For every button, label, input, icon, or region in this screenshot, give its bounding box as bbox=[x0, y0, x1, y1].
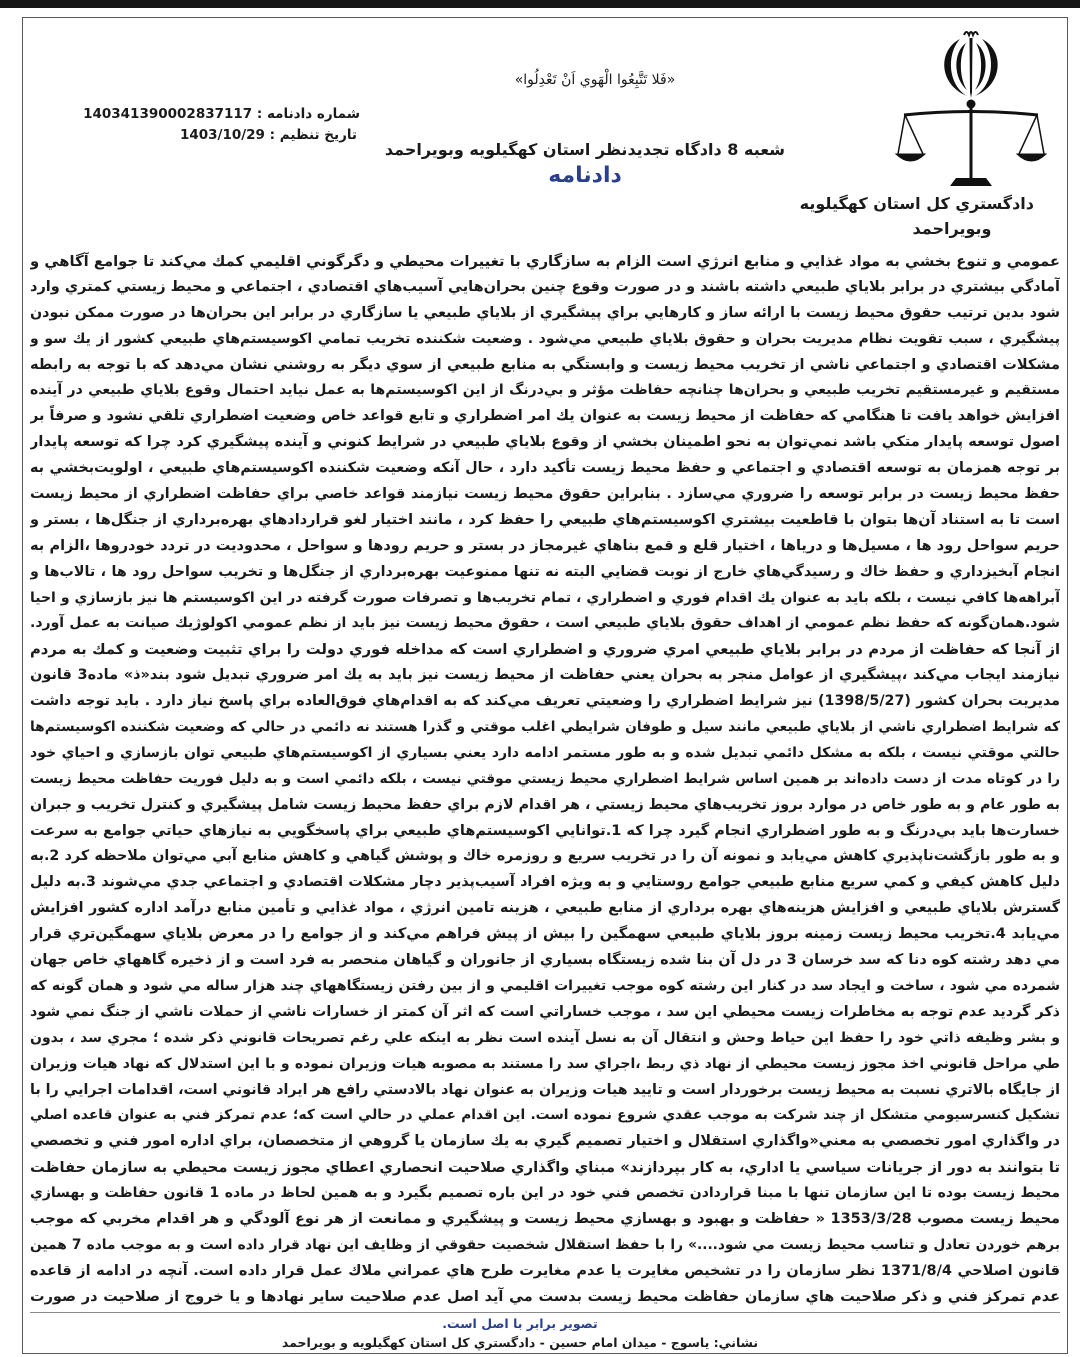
issue-date-label: تاريخ تنظيم : bbox=[269, 127, 357, 143]
body-line: عدم تمركز فني و ذكر صلاحيت هاي سازمان حفاظت محيط زيست بدست مي آيد اصل عدم صلاحيت ساير نهادها و يا خروج از صلاحيت در صورت bbox=[30, 1288, 1060, 1305]
top-bar bbox=[0, 0, 1080, 8]
issue-date: 1403/10/29 bbox=[179, 127, 265, 143]
body-line: پيشگيري ، سبب تقويت نظام مديريت بحران و حقوق بلاياي طبيعي مي‌شود . وضعيت شكننده تخريب تمامي اكوسيستم‌هاي طبيعي كشور از يك سو و bbox=[30, 330, 1060, 347]
document-title: دادنامه bbox=[548, 163, 622, 188]
court-system-name-line2: وبويراحمد bbox=[912, 219, 992, 238]
body-line: ذكر گرديد عدم توجه به مخاطرات زيست محيطي اين سد ، موجب خساراتي است كه اثر آن كمتر از خسارات ناشي از حملات ناشي از جنگ نمي شود bbox=[30, 1003, 1060, 1020]
iran-emblem-icon bbox=[944, 32, 997, 98]
verdict-body bbox=[30, 249, 1060, 1311]
body-line: عمومي و تنوع بخشي به مواد غذايي و منابع انرژي است الزام به سازگاري با تغييرات محيطي و دگرگوني اقليمي كمك مي‌كند تا جوامع آگاهي و bbox=[30, 253, 1060, 270]
verdict-number-row bbox=[83, 106, 360, 122]
body-line: طي مراحل قانوني اخذ مجوز زيست محيطي از نهاد ذي ربط ،اجراي سد را مستند به مصوبه هيات وزيران نموده و با اين استدلال كه نهاد هيات وزيران bbox=[30, 1055, 1060, 1072]
scales-of-justice-icon bbox=[896, 101, 1046, 186]
body-line: تشكيل كنسرسيومي متشكل از چند شركت به موجب عقدي شروع نموده است. اين اقدام عملي در حالي است كه؛ عدم تمركز فني به عنوان قاعده اصلي bbox=[30, 1107, 1060, 1124]
court-system-name: دادگستري كل استان كهگيلويه bbox=[799, 194, 1034, 213]
body-line: دليل كاهش كيفي و كمي سريع منابع طبيعي جوامع روستايي و به ويژه افراد آسيب‌پذير دچار مشكلات اقتصادي و اجتماعي جدي مي‌شوند 3.به دليل bbox=[30, 874, 1060, 891]
verdict-number: 140341390002837117 bbox=[83, 106, 253, 122]
body-line: از آنجا كه حفاظت از مردم در برابر بلاياي طبيعي امري ضروري و اضطراري است كه مداخله فوري دولت را براي تثبيت وضعيت و كمك به مردم bbox=[30, 641, 1060, 659]
quran-verse: «فَلا تَتَّبِعُوا الْهَوي اَنْ تَعْدِلُوا» bbox=[514, 72, 676, 88]
body-line: و به طور بازگشت‌ناپذيري كاهش مي‌يابد و نمونه آن را در تخريب سريع و روزمره خاك و پوشش گياهي و كاهش منابع آبي مي‌توان ملاحظه كرد 2.به bbox=[30, 848, 1060, 865]
body-line: حالتي موقتي نيست ، بلكه به مشكل دائمي تبديل شده و به طور مستمر ادامه دارد يعني بسياري از اكوسيستم‌هاي طبيعي توان بازسازي و احياي خود bbox=[30, 744, 1060, 761]
body-line: حريم سواحل رود ها ، مسيل‌ها و درياها ، اختيار قلع و قمع بناهاي غيرمجاز در بستر و حريم رودها و سواحل ، محدوديت در تردد خودروها ،الزام به bbox=[30, 537, 1060, 554]
body-line: به طور عام و به طور خاص در موارد بروز تخريب‌هاي محيط زيستي ، هر اقدام لازم براي حفظ محيط زيست شامل پيشگيري و كنترل تخريب و جبران bbox=[30, 796, 1060, 813]
body-line: شمرده مي شود ، ساخت و ايجاد سد در كنار اين رشته كوه موجب تغييرات اقليمي و از بين رفتن زيستگاههاي چند هزار ساله مي شود و همان گونه كه bbox=[30, 977, 1060, 994]
body-line: تا بتوانند به دور از جريانات سياسي يا اداري، به كار بپردازند» مبناي واگذاري صلاحيت انحصاري اعطاي مجوز زيست محيطي به سازمان حفاظت bbox=[30, 1159, 1060, 1177]
body-line: اصول توسعه پايدار متكي باشد نمي‌توان به نحو اطمينان بخشي از وقوع بلاياي طبيعي در شرايط كنوني و آينده پيشگيري كرد چرا كه توسعه پايدار bbox=[30, 434, 1060, 451]
certified-copy-note: تصوير برابر با اصل است. bbox=[442, 1316, 598, 1331]
body-line: مي‌يابد 4.تخريب محيط زيست زمينه بروز بلاياي طبيعي سهمگين را بيش از پيش فراهم مي‌كند و از جوامع را در معرض بلاياي سهمگين‌تري قرار bbox=[30, 926, 1060, 943]
body-line: آبراهه‌ها كافي نيست ، بلكه بايد به عنوان يك اقدام فوري و اضطراري ، تمام تخريب‌ها و تصرفات صورت گرفته در اين اكوسيستم ها نيز بازسازي و احيا bbox=[30, 589, 1060, 606]
body-line: محيط زيست بوده تا اين سازمان تنها با مبنا قراردادن تخصص فني خود در اين باره تصميم بگيرد و به همين لحاظ در ماده 1 قانون حفاظت و بهسازي bbox=[30, 1185, 1060, 1202]
body-line: مشكلات اقتصادي و اجتماعي ناشي از تخريب محيط زيست و وابستگي به منابع طبيعي از سوي ديگر به روشني نشان مي‌دهد كه با توجه به رابطه bbox=[30, 356, 1060, 373]
issue-date-row bbox=[180, 127, 357, 143]
body-line: خسارت‌ها بايد بي‌درنگ و به طور اضطراري انجام گيرد چرا كه 1.توانايي اكوسيستم‌هاي طبيعي براي پاسخگويي به نيازهاي حياتي جوامع به سرعت bbox=[30, 822, 1060, 839]
body-line: است تا به استناد آن‌ها بتوان با قاطعيت بيشتري اكوسيستم‌هاي طبيعي را حفظ كرد ، مانند اختيار لغو قراردادهاي بهره‌برداري از جنگل‌ها ، بستر و bbox=[30, 511, 1060, 528]
body-line: را در كوتاه مدت از دست داده‌اند بر همين اساس شرايط اضطراري محيط زيستي موقتي نيست ، بلكه دائمي است و به دليل فوريت حفاظت محيط زيست bbox=[30, 770, 1060, 787]
body-line: مي دهد رشته كوه دنا كه سد خرسان 3 در دل آن بنا شده زيستگاه بسياري از جانوران و گياهان منحصر به فرد است و از ذخيره گاههاي خاص جهان bbox=[30, 952, 1060, 969]
body-line: آمادگي بيشتري در برابر بلاياي طبيعي داشته باشند و در صورت وقوع چنين بحران‌هايي آسيب‌هاي اقتصادي ، اجتماعي و محيط زيستي كمتري وارد bbox=[30, 278, 1060, 295]
body-line: شود بدين ترتيب حقوق محيط زيست با ارائه ساز و كارهايي براي پيشگيري از بلاياي طبيعي يا سازگاري در برابر اين بحران‌ها در صورت ممكن نبودن bbox=[30, 304, 1060, 321]
body-line: مديريت بحران كشور (1398/5/27) نيز شرايط اضطراري را وضعيتي تعريف مي‌كند كه به اقدام‌هاي فوق‌العاده براي پاسخ نياز دارد . بايد توجه داشت bbox=[30, 693, 1060, 710]
court-address: نشاني: ياسوج - ميدان امام حسين - دادگستري كل استان كهگيلويه و بويراحمد bbox=[281, 1335, 759, 1350]
court-emblem bbox=[896, 28, 1046, 188]
body-line: كه شرايط اضطراري ناشي از بلاياي طبيعي مانند سيل و طوفان شرايطي اغلب موقتي و گذرا هستند نه دائمي در حالي كه وضعيت شكننده اكوسيستم‌ها bbox=[30, 719, 1060, 736]
body-line: شود.همان‌گونه كه حفظ نظم عمومي از اهداف حقوق بلاياي طبيعي است ، حقوق محيط زيست نيز بايد از نظم عمومي اكولوژيك صيانت به عمل آورد. bbox=[30, 615, 1060, 632]
body-line: مستقيم و غيرمستقيم تخريب طبيعي و بحران‌ها چنانچه حفاظت مؤثر و بي‌درنگ از اين اكوسيستم‌ها به عمل نيايد احتمال وقوع بلاياي طبيعي در آينده bbox=[30, 382, 1060, 399]
body-line: و بشر وظيفه ذاتي خود را حفظ اين حياط وحش و انتقال آن به نسل آينده است نظر به اينكه علي رغم تصريحات قانوني ذكر شده ؛ مجري سد ، بدون bbox=[30, 1029, 1060, 1046]
body-line: انجام آبخيزداري و حفظ خاك و رسيدگي‌هاي خارج از نوبت قضايي البته نه تنها ممنوعيت بهره‌برداري از جنگل‌ها و تخريب سواحل رود ها ، تالاب‌ها و bbox=[30, 563, 1060, 580]
body-line: در واگذاري امور تخصصي به معني«واگذاري استقلال و اختيار تصميم گيري به يك سازمان يا گروهي از متخصصان، براي اداره امور فني و تخصصي bbox=[30, 1133, 1060, 1150]
body-line: محيط زيست مصوب 1353/3/28 « حفاظت و بهبود و بهسازي محيط زيست و پيشگيري و ممانعت از هر نوع آلودگي و هر اقدام مخربي كه موجب bbox=[30, 1210, 1060, 1227]
body-line: بر توجه همزمان به توسعه اقتصادي و اجتماعي و حفظ محيط زيست تأكيد دارد ، حال آنكه وضعيت شكننده اكوسيستم‌هاي طبيعي ، اولويت‌بخشي به bbox=[30, 460, 1060, 477]
body-line: افزايش خواهد يافت تا هنگامي كه حفاظت از محيط زيست به عنوان يك امر اضطراري و تابع قواعد خاص وضعيت اضطراري تلقي نشود و صرفاً بر bbox=[30, 408, 1060, 425]
footer-divider bbox=[30, 1312, 1060, 1313]
body-line: از جايگاه بالاتري نسبت به محيط زيست برخوردار است و تاييد هيات وزيران به عنوان نهاد بالادستي رافع هر ايراد قانوني است، اقدامات اجرايي را با bbox=[30, 1081, 1060, 1098]
body-line: برهم خوردن تعادل و تناسب محيط زيست مي شود....» را با حفظ استقلال شخصيت حقوقي از وظايف اين نهاد قرار داده است و به موجب ماده 7 همين bbox=[30, 1236, 1060, 1253]
verdict-number-label: شماره دادنامه : bbox=[256, 106, 360, 122]
court-branch: شعبه 8 دادگاه تجديدنظر استان كهگيلويه وبويراحمد bbox=[384, 140, 785, 159]
body-line: قانون اصلاحي 1371/8/4 نظر سازمان را در تشخيص مغايرت يا عدم مغايرت طرح هاي عمراني ملاك عمل قرار داده است. آنچه در ادامه از قاعده bbox=[30, 1262, 1060, 1279]
body-line: نيازمند ايجاب مي‌كند ،پيشگيري از عوامل منجر به بحران يعني حفاظت از محيط زيست نيز بايد به يك امر ضروري تبديل شود بند«ذ» ماده3 قانون bbox=[30, 667, 1060, 684]
body-line: حفظ محيط زيست در برابر توسعه را ضروري مي‌سازد . بنابراين حقوق محيط زيست نيازمند قواعد خاصي براي حفاظت اضطراري از محيط زيست bbox=[30, 486, 1060, 503]
body-line: گسترش بلاياي طبيعي و افزايش هزينه‌هاي بهره برداري از منابع طبيعي ، هزينه تامين انرژي ، مواد غذايي و تأمين منابع درآمد اداره كشور افزايش bbox=[30, 900, 1060, 917]
